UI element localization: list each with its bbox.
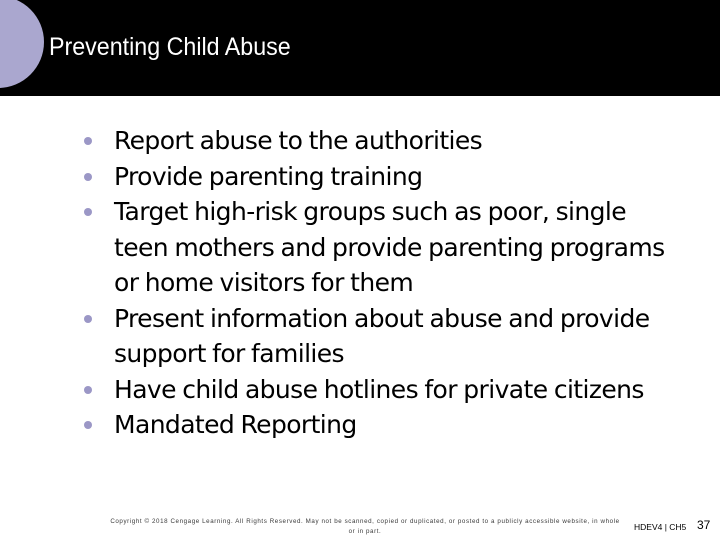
slide-title: Preventing Child Abuse [49,33,291,61]
bullet-icon [84,315,92,323]
bullet-text: Target high-risk groups such as poor, single teen mothers and provide parenting programs or home visitors for them [114,197,665,297]
bullet-item [84,123,684,159]
title-band [0,0,720,96]
bullet-item [84,407,684,443]
bullet-text: Present information about abuse and provide support for families [114,303,650,368]
footer-course-label: HDEV4 | CH5 [634,522,687,532]
bullet-icon [84,173,92,181]
bullet-item [84,194,684,301]
bullet-text: Have child abuse hotlines for private citizens [114,374,644,404]
bullet-icon [84,386,92,394]
bullet-item [84,159,684,195]
bullet-icon [84,208,92,216]
bullet-item [84,301,684,372]
decorative-circle [0,0,44,88]
footer-copyright: Copyright © 2018 Cengage Learning. All Rights Reserved. May not be scanned, copied or duplicated, or posted to a publicly accessible website, in whole or in part. [110,518,620,535]
bullet-item [84,372,684,408]
bullet-text: Mandated Reporting [114,410,357,439]
bullet-text: Provide parenting training [114,161,423,191]
bullet-icon [84,137,92,145]
bullet-icon [84,421,92,429]
bullet-list [84,123,684,443]
bullet-text: Report abuse to the authorities [114,126,483,155]
page-number: 37 [697,518,711,532]
